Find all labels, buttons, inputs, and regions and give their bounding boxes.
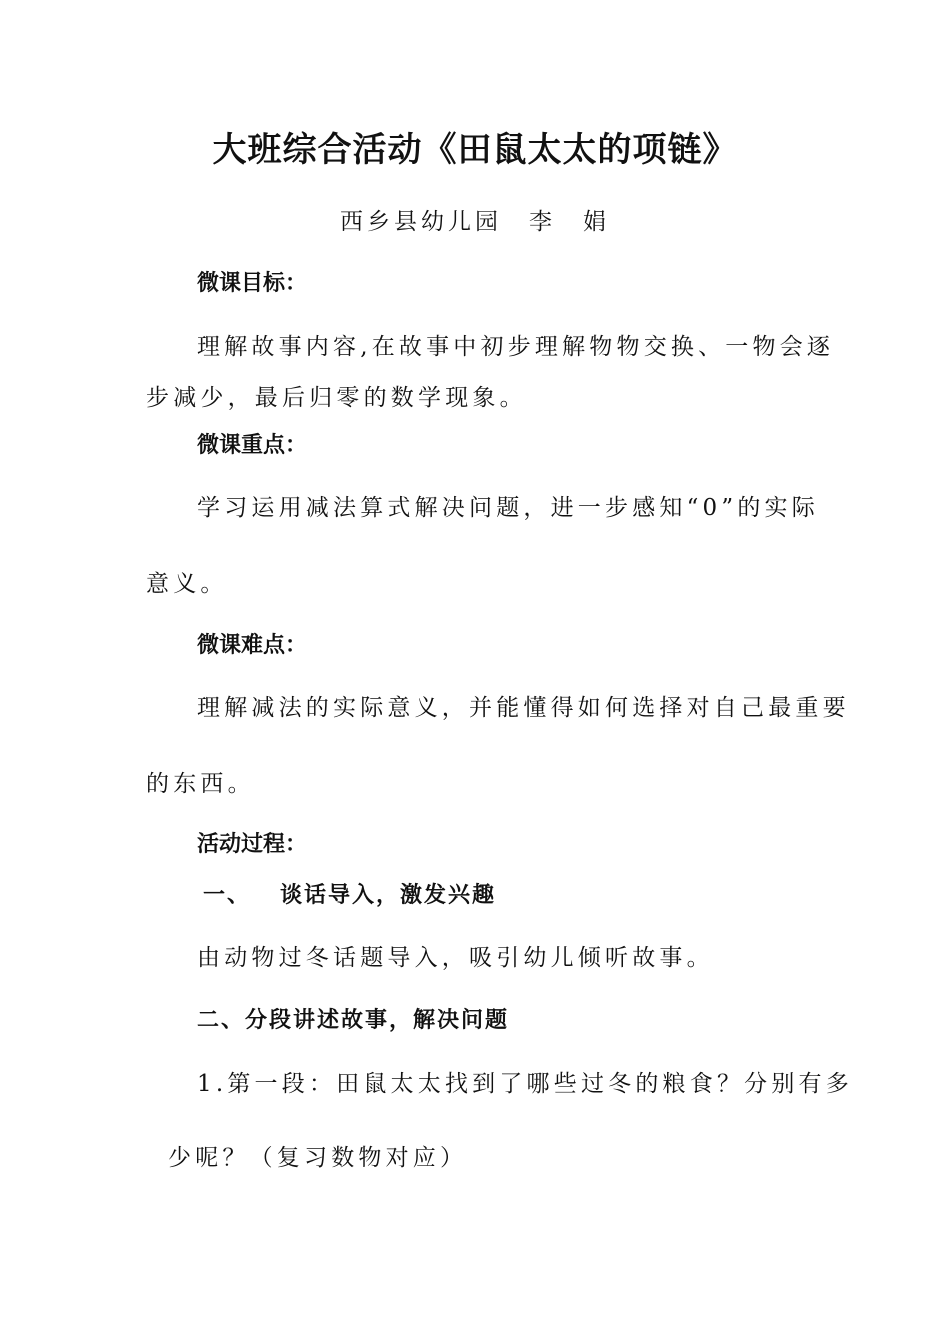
step1-number: 一、: [203, 882, 252, 908]
key-point-heading: 微课重点：: [197, 433, 308, 458]
step1-title: 谈话导入，激发兴趣: [280, 882, 497, 908]
step2-item1-line-1: 1.第一段：田鼠太太找到了哪些过冬的粮食？分别有多: [197, 1071, 853, 1097]
process-heading: 活动过程：: [197, 832, 308, 857]
step1-text: 由动物过冬话题导入，吸引幼儿倾听故事。: [197, 945, 714, 971]
step2-title: 二、分段讲述故事，解决问题: [197, 1007, 510, 1033]
goal-text-line-1: 理解故事内容,在故事中初步理解物物交换、一物会逐: [197, 334, 835, 360]
step2-item1-line-2: 少呢？（复习数物对应）: [168, 1145, 468, 1171]
difficulty-heading: 微课难点：: [197, 633, 308, 658]
document-title: 大班综合活动《田鼠太太的项链》: [212, 130, 738, 170]
key-point-text-line-2: 意义。: [146, 571, 228, 597]
key-point-text-line-1: 学习运用减法算式解决问题，进一步感知“0”的实际: [197, 495, 819, 521]
difficulty-text-line-2: 的东西。: [146, 771, 255, 797]
goal-heading: 微课目标：: [197, 271, 308, 296]
goal-text-line-2: 步减少，最后归零的数学现象。: [146, 385, 527, 411]
difficulty-text-line-1: 理解减法的实际意义，并能懂得如何选择对自己最重要: [197, 695, 850, 721]
author-line: 西乡县幼儿园 李 娟: [340, 209, 610, 235]
